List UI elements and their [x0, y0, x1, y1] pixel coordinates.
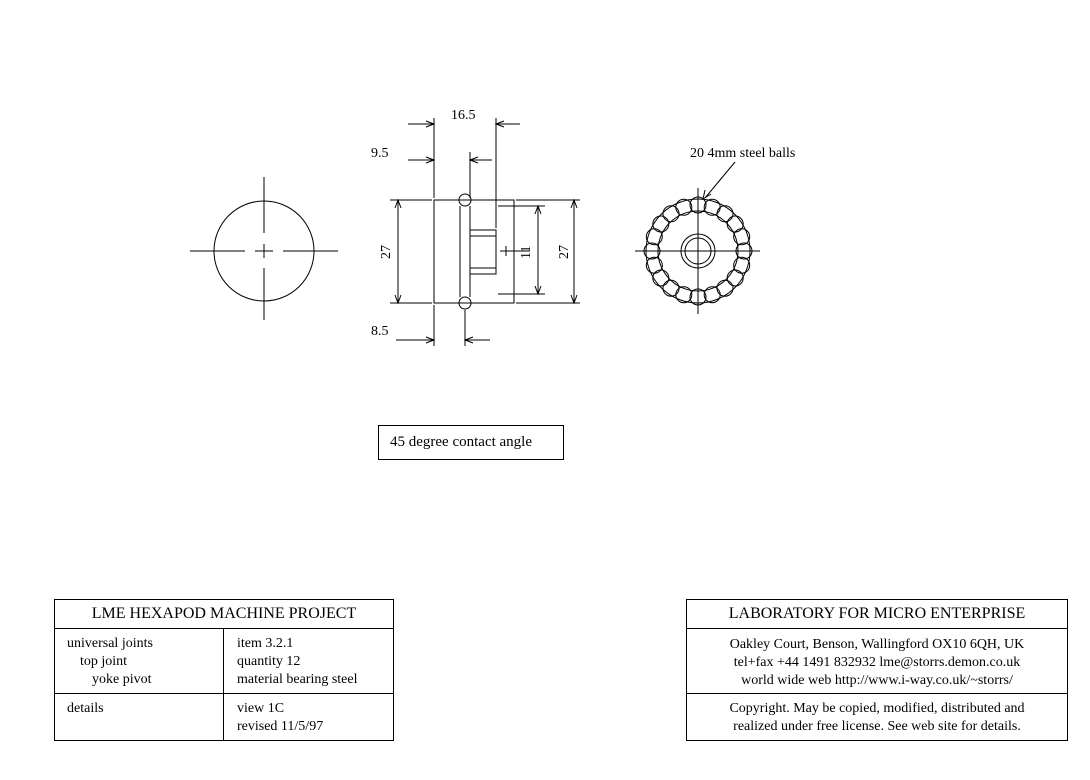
contact-angle-note	[378, 425, 564, 460]
copyright-line-2: realized under free license. See web site for details.	[733, 719, 1021, 734]
steel-ball	[727, 270, 743, 286]
lab-address: Oakley Court, Benson, Wallingford OX10 6QH, UK	[729, 637, 1025, 652]
part-line-2: top joint	[80, 654, 128, 669]
dim-height-right: 27	[557, 245, 572, 259]
steel-ball	[717, 206, 733, 222]
steel-ball	[676, 199, 692, 215]
steel-ball	[653, 270, 669, 286]
quantity: quantity 12	[237, 654, 301, 669]
end-view-left	[190, 177, 338, 320]
view-label: view 1C	[237, 701, 285, 716]
project-title: LME HEXAPOD MACHINE PROJECT	[55, 600, 393, 629]
steel-ball	[704, 199, 720, 215]
side-view	[390, 118, 580, 346]
steel-ball	[734, 257, 750, 273]
steel-ball	[646, 229, 662, 245]
dim-overall-width: 16.5	[451, 108, 476, 123]
steel-ball	[727, 216, 743, 232]
steel-ball	[653, 216, 669, 232]
material: material bearing steel	[237, 672, 358, 687]
item-number: item 3.2.1	[237, 636, 294, 651]
steel-ball	[663, 280, 679, 296]
lab-title: LABORATORY FOR MICRO ENTERPRISE	[687, 600, 1067, 629]
copyright-line-1: Copyright. May be copied, modified, distributed and	[729, 701, 1025, 716]
lab-contact: tel+fax +44 1491 832932 lme@storrs.demon.co.uk	[733, 655, 1021, 670]
dim-height-left: 27	[379, 245, 394, 259]
steel-ball	[676, 287, 692, 303]
part-line-1: universal joints	[67, 636, 153, 651]
revised-date: revised 11/5/97	[237, 719, 324, 734]
note-text: 45 degree contact angle	[390, 434, 533, 450]
dim-bottom-offset: 8.5	[371, 324, 389, 339]
end-view-right	[635, 162, 760, 314]
part-line-3: yoke pivot	[92, 672, 152, 687]
steel-ball	[646, 257, 662, 273]
dim-groove-offset: 9.5	[371, 146, 389, 161]
project-title-block	[54, 599, 394, 741]
steel-ball	[717, 280, 733, 296]
lab-web: world wide web http://www.i-way.co.uk/~storrs/	[741, 673, 1013, 688]
lab-title-block	[686, 599, 1068, 741]
balls-label: 20 4mm steel balls	[690, 146, 796, 161]
steel-ball	[734, 229, 750, 245]
steel-ball	[704, 287, 720, 303]
dim-bore: 11	[519, 245, 534, 259]
steel-ball	[663, 206, 679, 222]
details-label: details	[67, 701, 104, 716]
